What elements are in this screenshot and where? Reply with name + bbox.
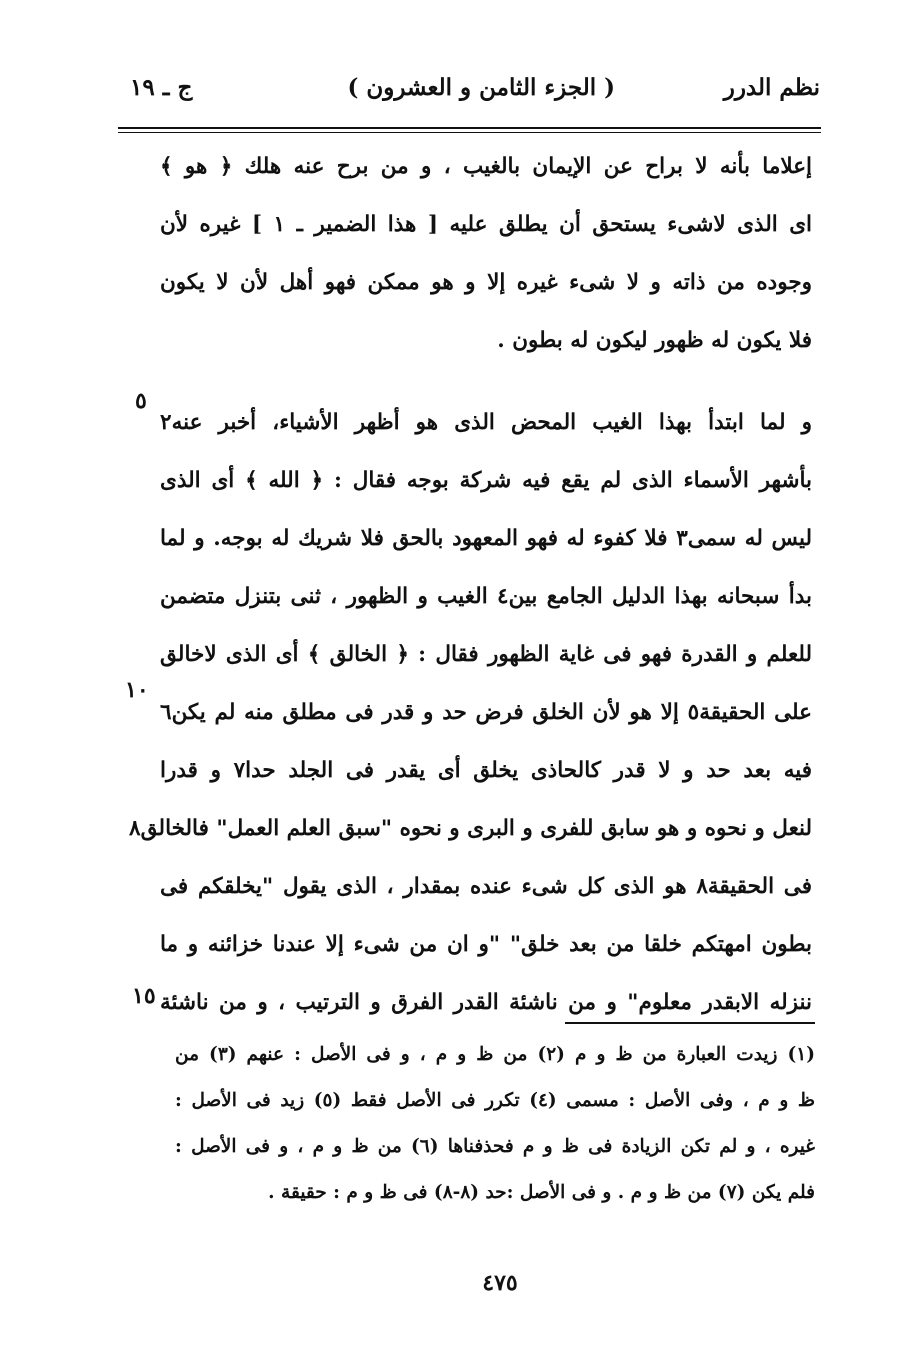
footnote-line: فلم يكن (٧) من ظ و م . و فى الأصل :حد (٨-٨) فى ظ و م : حقيقة . — [268, 1182, 815, 1203]
line-number-15: ١٥ — [132, 983, 156, 1009]
header-volume: ج ـ ١٩ — [130, 74, 193, 101]
header-part-title: ( الجزء الثامن و العشرون ) — [347, 74, 615, 101]
text-line: بطون امهتكم خلقا من بعد خلق" "و ان من شىء إلا عندنا خزائنه و ما — [160, 932, 812, 957]
text-line: على الحقيقة٥ إلا هو لأن الخلق فرض حد و قدر فى مطلق منه لم يكن٦ — [160, 700, 812, 725]
text-line: وجوده من ذاته و لا شىء غيره إلا و هو ممكن فهو أهل لأن لا يكون — [160, 270, 812, 295]
page-number: ٤٧٥ — [482, 1270, 518, 1296]
footnote-line: (١) زيدت العبارة من ظ و م (٢) من ظ و م ، و فى الأصل : عنهم (٣) من — [175, 1044, 815, 1065]
text-line: اى الذى لاشىء يستحق أن يطلق عليه [ هذا الضمير ـ ١ ] غيره لأن — [160, 212, 812, 237]
header-double-rule — [118, 127, 821, 133]
line-number-5: ٥ — [135, 388, 147, 414]
text-line: بدأ سبحانه بهذا الدليل الجامع بين٤ الغيب و الظهور ، ثنى بتنزل متضمن — [160, 584, 812, 609]
text-line: للعلم و القدرة فهو فى غاية الظهور فقال : ﴿ الخالق ﴾ أى الذى لاخالق — [160, 642, 812, 667]
line-number-10: ١٠ — [125, 677, 149, 703]
running-header — [120, 74, 820, 122]
text-line: بأشهر الأسماء الذى لم يقع فيه شركة بوجه فقال : ﴿ الله ﴾ أى الذى — [160, 468, 812, 493]
text-line: فلا يكون له ظهور ليكون له بطون . — [497, 328, 812, 353]
text-line: و لما ابتدأ بهذا الغيب المحض الذى هو أظهر الأشياء، أخبر عنه٢ — [160, 410, 812, 435]
text-line: لنعل و نحوه و هو سابق للفرى و البرى و نحوه "سبق العلم العمل" فالخالق٨ — [129, 816, 812, 841]
text-line: فيه بعد حد و لا قدر كالحاذى يخلق أى يقدر فى الجلد حدا٧ و قدرا — [160, 758, 812, 783]
header-book-title: نظم الدرر — [723, 74, 820, 101]
footnote-line: غيره ، و لم تكن الزيادة فى ظ و م فحذفناها (٦) من ظ و م ، و فى الأصل : — [175, 1136, 815, 1157]
text-line: إعلاما بأنه لا براح عن الإيمان بالغيب ، و من برح عنه هلك ﴿ هو ﴾ — [160, 154, 812, 179]
text-line: ليس له سمى٣ فلا كفوء له فهو المعهود بالحق فلا شريك له بوجه. و لما — [160, 526, 812, 551]
footnote-separator — [565, 1022, 815, 1024]
paragraph-gap — [160, 370, 812, 394]
text-line: فى الحقيقة٨ هو الذى كل شىء عنده بمقدار ، الذى يقول "يخلقكم فى — [160, 874, 812, 899]
text-line: ننزله الابقدر معلوم" و من ناشئة القدر الفرق و الترتيب ، و من ناشئة — [160, 990, 812, 1015]
footnote-line: ظ و م ، وفى الأصل : مسمى (٤) تكرر فى الأصل فقط (٥) زيد فى الأصل : — [175, 1090, 816, 1111]
footnotes — [175, 1032, 815, 1216]
